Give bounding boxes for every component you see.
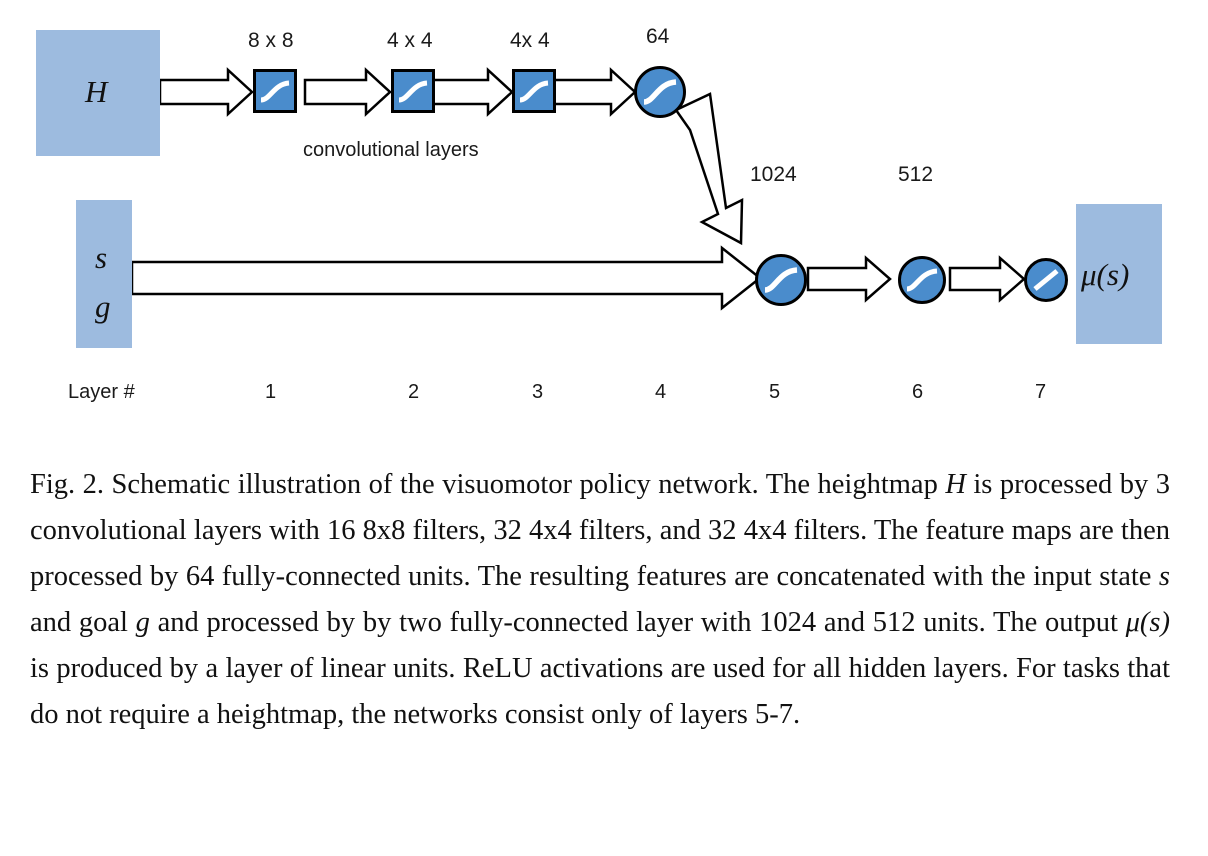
goal-block-label: g bbox=[95, 289, 111, 324]
fc-512-node bbox=[898, 256, 946, 304]
caption-part-1: Schematic illustration of the visuomotor policy network. The heightmap bbox=[104, 469, 946, 500]
output-node bbox=[1024, 258, 1068, 302]
layer-number-5: 5 bbox=[769, 381, 781, 403]
relu-glyph-icon bbox=[901, 259, 943, 301]
fc-1024-label: 1024 bbox=[750, 163, 797, 186]
relu-glyph-icon bbox=[515, 72, 553, 110]
caption-part-2: is processed by 3 convolutional layers with 16 8x8 filters, 32 4x4 filters, and 32 4x4 filters. The feature maps are then processed by 64 fully-connected units. The resulting features are concatenated with the input state bbox=[30, 469, 1170, 592]
fc-64-node bbox=[634, 66, 686, 118]
caption-italic-h: H bbox=[945, 469, 966, 500]
conv-filter-label-2: 4 x 4 bbox=[387, 29, 433, 52]
caption-part-3: and goal bbox=[30, 607, 136, 638]
caption-italic-mu: μ(s) bbox=[1125, 607, 1170, 638]
arrow-conv2-to-conv3 bbox=[428, 70, 512, 114]
layer-number-7: 7 bbox=[1035, 381, 1047, 403]
arrow-conv1-to-conv2 bbox=[305, 70, 390, 114]
output-label: μ(s) bbox=[1081, 257, 1130, 292]
figure-caption bbox=[30, 462, 1170, 738]
caption-part-5: is produced by a layer of linear units. ReLU activations are used for all hidden layers. For tasks that do not require a heightmap, the networks consist only of layers 5-7. bbox=[30, 653, 1170, 730]
arrow-conv3-to-fc64 bbox=[551, 70, 635, 114]
layer-number-3: 3 bbox=[532, 381, 544, 403]
arrow-fc64-to-fc1024 bbox=[676, 94, 742, 243]
linear-glyph-icon bbox=[1027, 261, 1065, 299]
layer-axis-label: Layer # bbox=[68, 381, 135, 403]
caption-italic-g: g bbox=[135, 607, 150, 638]
conv-layer-3-box bbox=[512, 69, 556, 113]
layer-number-6: 6 bbox=[912, 381, 924, 403]
relu-glyph-icon bbox=[758, 257, 804, 303]
convolutional-layers-label: convolutional layers bbox=[303, 139, 479, 161]
state-block-label: s bbox=[95, 240, 108, 275]
layer-number-1: 1 bbox=[265, 381, 277, 403]
caption-prefix: Fig. 2. bbox=[30, 469, 105, 500]
arrow-state-to-fc1024 bbox=[132, 248, 760, 308]
relu-glyph-icon bbox=[637, 69, 683, 115]
conv-layer-1-box bbox=[253, 69, 297, 113]
relu-glyph-icon bbox=[394, 72, 432, 110]
relu-glyph-icon bbox=[256, 72, 294, 110]
fc-512-label: 512 bbox=[898, 163, 934, 186]
fc-1024-node bbox=[755, 254, 807, 306]
arrow-fc512-to-output bbox=[950, 258, 1024, 300]
conv-filter-label-1: 8 x 8 bbox=[248, 29, 294, 52]
heightmap-block-label: H bbox=[85, 74, 108, 109]
layer-number-2: 2 bbox=[408, 381, 420, 403]
caption-italic-s: s bbox=[1158, 561, 1170, 592]
arrow-fc1024-to-fc512 bbox=[808, 258, 890, 300]
arrow-h-to-conv1 bbox=[160, 70, 252, 114]
layer-number-4: 4 bbox=[655, 381, 667, 403]
caption-part-4: and processed by by two fully-connected layer with 1024 and 512 units. The output bbox=[149, 607, 1126, 638]
fc-64-label: 64 bbox=[646, 25, 670, 48]
conv-filter-label-3: 4x 4 bbox=[510, 29, 550, 52]
conv-layer-2-box bbox=[391, 69, 435, 113]
